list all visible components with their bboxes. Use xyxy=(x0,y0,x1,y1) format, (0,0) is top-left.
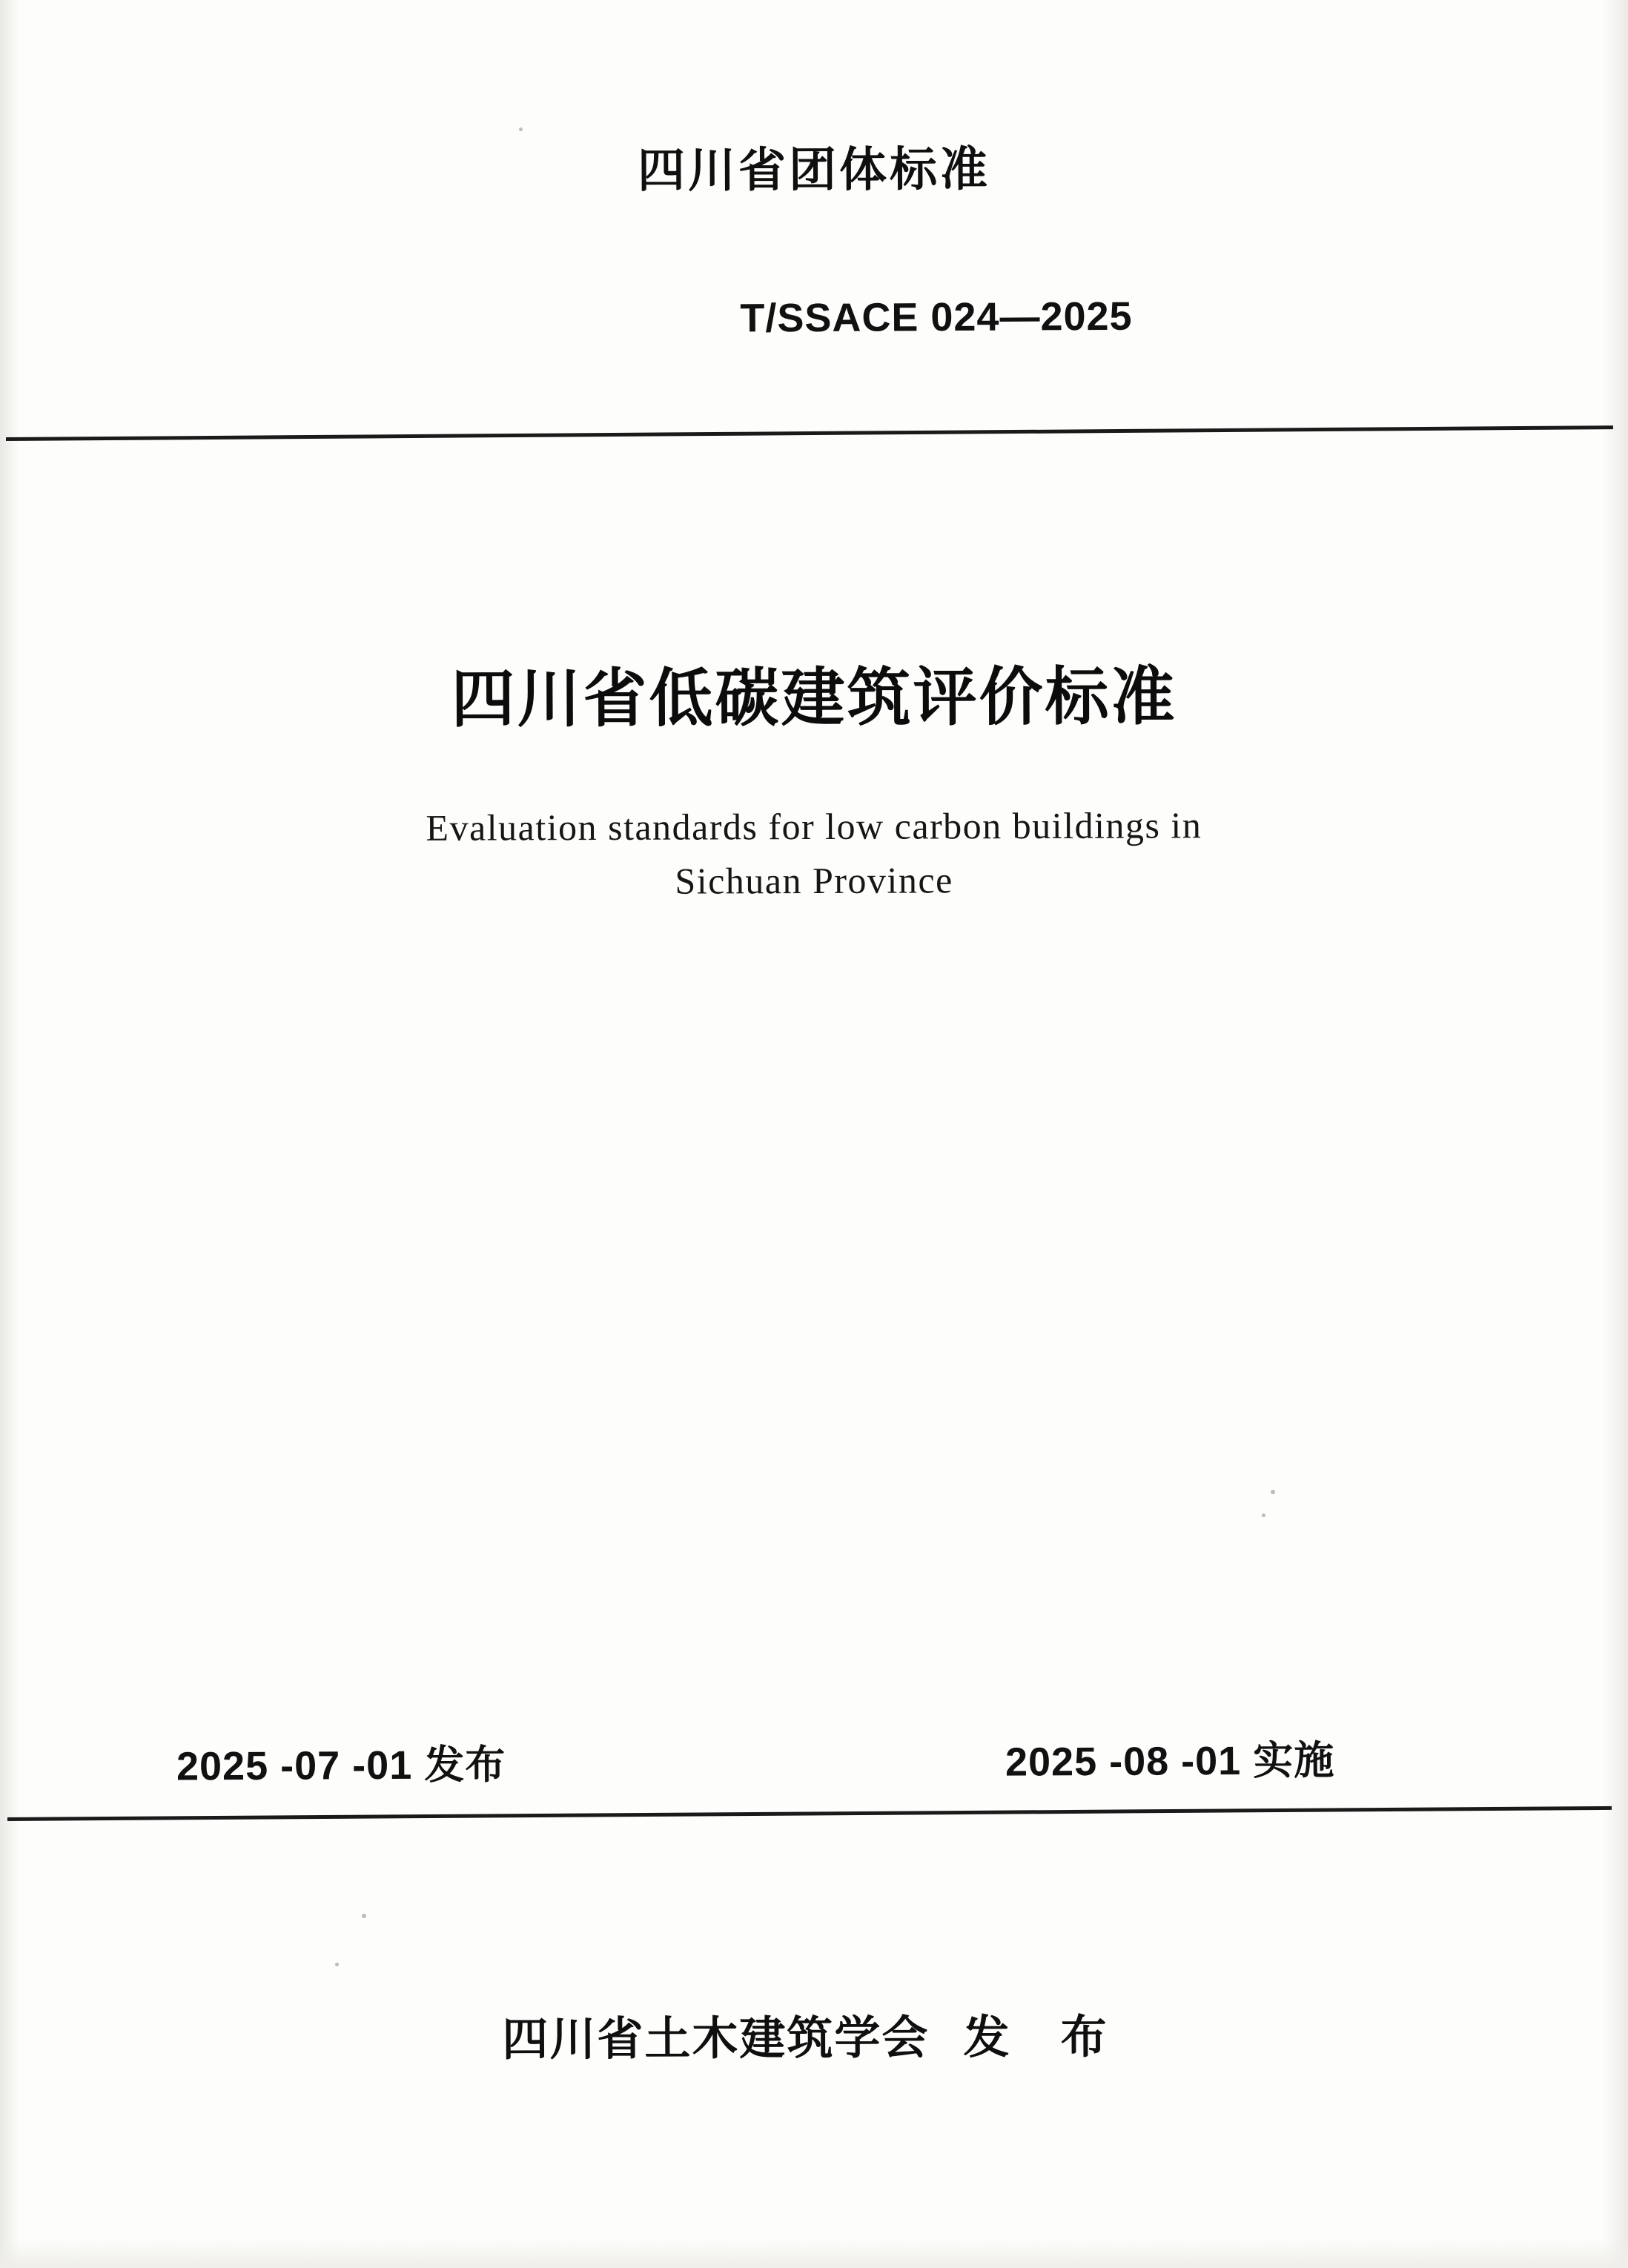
scan-speck xyxy=(362,1914,366,1918)
scan-speck xyxy=(519,127,523,131)
document-title-english-line1: Evaluation standards for low carbon buildings in xyxy=(426,804,1202,849)
scan-speck xyxy=(335,1963,339,1966)
document-title-chinese: 四川省低碳建筑评价标准 xyxy=(451,661,1177,735)
publisher-line xyxy=(0,1997,1628,2071)
header-divider-rule xyxy=(6,425,1613,441)
scan-speck xyxy=(1262,1513,1265,1517)
standard-code: T/SSACE 024—2025 xyxy=(740,294,1133,341)
effective-date: 2025 -08 -01 实施 xyxy=(1005,1738,1335,1785)
date-row xyxy=(0,1727,1628,1794)
scan-speck xyxy=(1271,1490,1275,1494)
footer-divider-rule xyxy=(7,1806,1612,1821)
standard-series-title: 四川省团体标准 xyxy=(637,142,991,198)
publish-date: 2025 -07 -01 发布 xyxy=(176,1743,506,1789)
publisher-name: 四川省土木建筑学会 xyxy=(502,2012,930,2066)
publisher-verb: 发 布 xyxy=(963,2012,1126,2064)
scan-edge-shadow-bottom xyxy=(0,2238,1628,2268)
document-title-english xyxy=(236,800,1392,907)
scan-edge-shadow-right xyxy=(1603,0,1628,2268)
document-title-english-line2: Sichuan Province xyxy=(675,859,953,902)
